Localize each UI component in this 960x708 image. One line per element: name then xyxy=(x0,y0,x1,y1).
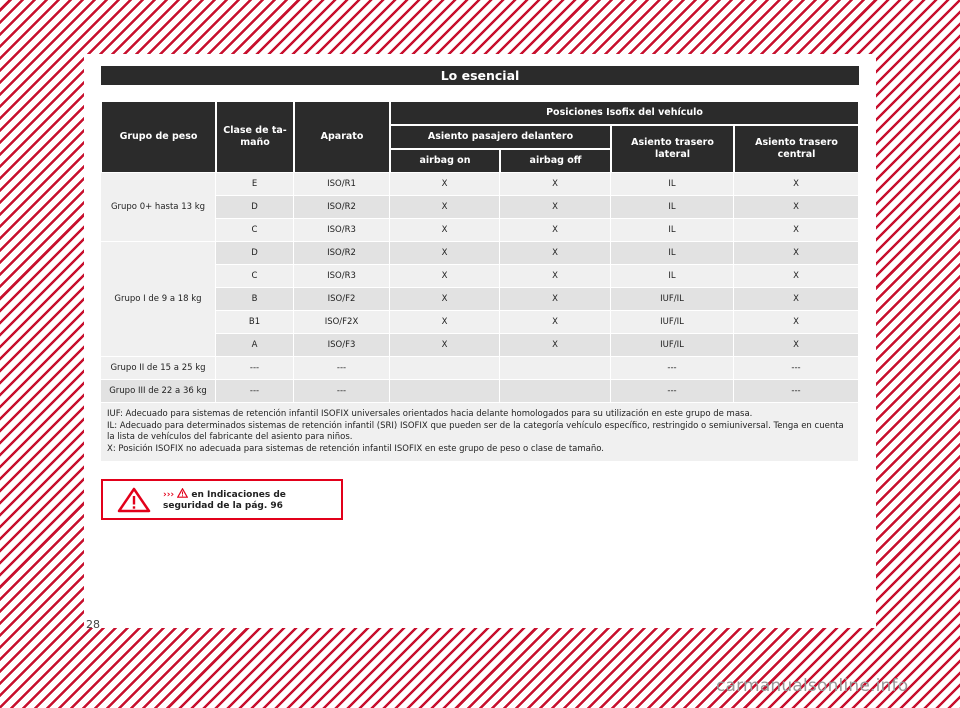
header-airbag-off: airbag off xyxy=(500,149,611,173)
table-cell: ISO/R3 xyxy=(294,219,390,242)
header-positions: Posiciones Isofix del vehículo xyxy=(390,101,859,125)
table-cell: D xyxy=(216,196,294,219)
small-warning-icon xyxy=(177,488,188,498)
table-cell: X xyxy=(390,173,500,196)
table-cell: X xyxy=(390,311,500,334)
table-cell xyxy=(390,380,500,403)
table-cell: E xyxy=(216,173,294,196)
table-cell: IUF/IL xyxy=(611,288,734,311)
header-weight-group: Grupo de peso xyxy=(101,101,216,173)
table-cell: X xyxy=(500,196,611,219)
table-cell: IL xyxy=(611,196,734,219)
table-cell: ISO/R3 xyxy=(294,265,390,288)
header-front-passenger: Asiento pasajero delantero xyxy=(390,125,611,149)
table-cell: X xyxy=(390,288,500,311)
table-cell: X xyxy=(734,173,859,196)
table-cell: IL xyxy=(611,219,734,242)
table-row xyxy=(101,242,859,265)
header-rear-center: Asiento trasero central xyxy=(734,125,859,173)
section-header: Lo esencial xyxy=(101,66,859,85)
table-body xyxy=(101,173,859,462)
table-cell: X xyxy=(500,288,611,311)
table-cell: --- xyxy=(734,380,859,403)
table-cell: X xyxy=(734,288,859,311)
weight-group-cell: Grupo I de 9 a 18 kg xyxy=(101,242,216,357)
table-cell: --- xyxy=(611,357,734,380)
table-cell: IL xyxy=(611,242,734,265)
table-cell: ISO/R2 xyxy=(294,196,390,219)
header-rear-outer: Asiento trasero lateral xyxy=(611,125,734,173)
table-cell: --- xyxy=(734,357,859,380)
table-cell: X xyxy=(734,311,859,334)
table-cell: B xyxy=(216,288,294,311)
weight-group-cell: Grupo 0+ hasta 13 kg xyxy=(101,173,216,242)
table-cell: D xyxy=(216,242,294,265)
warning-box xyxy=(101,479,343,520)
header-airbag-on: airbag on xyxy=(390,149,500,173)
table-cell xyxy=(500,380,611,403)
table-cell: IUF/IL xyxy=(611,334,734,357)
table-row xyxy=(101,173,859,196)
warning-reference[interactable] xyxy=(163,488,338,512)
weight-group-cell: Grupo II de 15 a 25 kg xyxy=(101,357,216,380)
notes-row xyxy=(101,403,859,462)
table-cell: --- xyxy=(294,357,390,380)
table-row xyxy=(101,357,859,380)
table-cell: X xyxy=(390,219,500,242)
table-cell: --- xyxy=(294,380,390,403)
table-cell: C xyxy=(216,265,294,288)
table-cell: X xyxy=(500,173,611,196)
header-device: Aparato xyxy=(294,101,390,173)
table-cell xyxy=(390,357,500,380)
table-cell: ISO/F2 xyxy=(294,288,390,311)
table-cell: IUF/IL xyxy=(611,311,734,334)
table-cell: ISO/F2X xyxy=(294,311,390,334)
note-line: X: Posición ISOFIX no adecuada para sistemas de retención infantil ISOFIX en este grupo de peso o clase de tamaño. xyxy=(107,443,604,454)
table-cell: C xyxy=(216,219,294,242)
page-number: 28 xyxy=(86,618,100,631)
warning-text: en Indicaciones de seguridad de la pág. 96 xyxy=(163,490,286,511)
table-cell: X xyxy=(390,334,500,357)
table-cell: X xyxy=(734,219,859,242)
note-line: IL: Adecuado para determinados sistemas de retención infantil (SRI) ISOFIX que pueden ser de la categoría vehículo específico, restringido o semiuniversal. Tenga en cuenta la lista de vehículos del fabricante del asiento para niños. xyxy=(107,420,844,442)
table-cell: X xyxy=(500,265,611,288)
table-cell: X xyxy=(734,196,859,219)
header-size-class: Clase de ta- maño xyxy=(216,101,294,173)
table-cell: B1 xyxy=(216,311,294,334)
arrows-icon: ››› xyxy=(163,490,175,500)
table-cell: X xyxy=(734,334,859,357)
table-cell: --- xyxy=(216,380,294,403)
table-cell: ISO/R1 xyxy=(294,173,390,196)
table-cell: ISO/R2 xyxy=(294,242,390,265)
table-cell xyxy=(500,357,611,380)
table-cell: X xyxy=(500,334,611,357)
warning-icon xyxy=(117,487,151,513)
isofix-table xyxy=(101,101,859,462)
notes-cell xyxy=(101,403,859,462)
watermark: carmanualsonline.info xyxy=(716,676,909,696)
table-row xyxy=(101,380,859,403)
table-cell: --- xyxy=(611,380,734,403)
table-cell: ISO/F3 xyxy=(294,334,390,357)
table-cell: A xyxy=(216,334,294,357)
table-cell: X xyxy=(734,265,859,288)
table-cell: IL xyxy=(611,173,734,196)
table-cell: X xyxy=(500,242,611,265)
note-line: IUF: Adecuado para sistemas de retención infantil ISOFIX universales orientados hacia delante homologados para su utilización en este grupo de masa. xyxy=(107,409,753,419)
table-cell: X xyxy=(390,242,500,265)
table-cell: X xyxy=(390,196,500,219)
table-cell: X xyxy=(500,219,611,242)
table-cell: X xyxy=(500,311,611,334)
table-cell: IL xyxy=(611,265,734,288)
table-cell: X xyxy=(390,265,500,288)
table-cell: X xyxy=(734,242,859,265)
table-cell: --- xyxy=(216,357,294,380)
weight-group-cell: Grupo III de 22 a 36 kg xyxy=(101,380,216,403)
